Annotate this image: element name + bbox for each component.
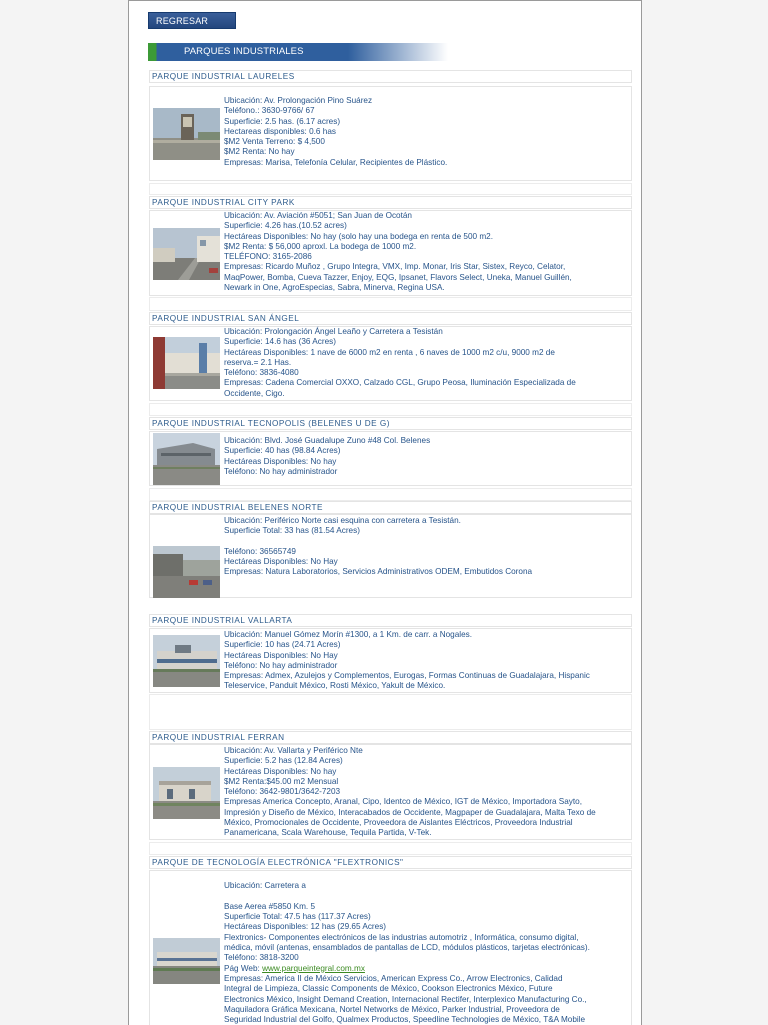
detail-line: Hectáreas Disponibles: 1 nave de 6000 m2 en renta , 6 naves de 1000 m2 c/u, 9000 m2 de [224,347,555,357]
detail-line: Ubicación: Av. Aviación #5051; San Juan de Ocotán [224,211,412,220]
park-photo [153,337,220,389]
detail-line: Newark in One, AgroEspecias, Sabra, Minerva, Regina USA. [224,283,445,293]
detail-line: Empresas: Marisa, Telefonía Celular, Recipientes de Plástico. [224,157,448,167]
detail-line: Electronics México, Insight Demand Creation, Internacional Rectifer, Interplexico Manufacturing Co., [224,994,587,1004]
detail-line: Teléfono: No hay administrador [224,660,338,670]
park-details [224,516,629,578]
park-footer [149,183,632,195]
detail-line: Ubicación: Periférico Norte casi esquina con carretera a Tesistán. [224,516,461,525]
detail-line: Superficie Total: 47.5 has (117.37 Acres) [224,912,371,922]
detail-line: MaqPower, Bomba, Cueva Tazzer, Enjoy, EQG, Ipsanet, Flavors Select, Uneka, Manuel Guillén, [224,272,572,282]
park-photo [153,108,220,160]
detail-line: Teléfono: 3836-4080 [224,368,299,378]
detail-line: Superficie: 10 has (24.71 Acres) [224,640,341,650]
detail-line: Ubicación: Blvd. José Guadalupe Zuno #48 Col. Belenes [224,436,431,445]
park-photo [153,546,220,598]
park-details [224,211,629,293]
detail-line: médica, móvil (antenas, ensamblados de pantallas de LCD, módulos plásticos, tarjetas electrónicas). [224,943,590,953]
detail-line: Ubicación: Carretera a [224,881,306,891]
park-body [149,628,632,693]
park-title: PARQUE INDUSTRIAL SAN ÁNGEL [149,312,632,325]
detail-line: $M2 Renta: No hay [224,147,295,157]
park-body [149,210,632,296]
park-title: PARQUE INDUSTRIAL TECNOPOLIS (BELENES U DE G) [149,417,632,430]
park-photo [153,433,220,485]
detail-line: Superficie Total: 33 has (81.54 Acres) [224,526,360,536]
detail-line: Seguridad Industrial del Golfo, Qualmex Productos, Speedline Technologies de México, T&A Mobile [224,1015,586,1025]
park-body [149,744,632,840]
park-details [224,630,629,692]
detail-line: Superficie: 4.26 has.(10.52 acres) [224,221,347,231]
detail-line: Base Aerea #5850 Km. 5 [224,901,316,911]
detail-line: Empresas: Natura Laboratorios, Servicios Administrativos ODEM, Embutidos Corona [224,567,533,577]
detail-line: $M2 Venta Terreno: $ 4,500 [224,137,325,147]
park-footer [149,403,632,416]
page-container [128,0,642,1025]
web-line [224,964,629,974]
section-header-bar [148,43,448,61]
detail-line: Maquiladora Gráfica Mexicana, Nortel Networks de México, Parker Industrial, Proveedora de [224,1004,560,1014]
detail-line: Occidente, Cigo. [224,388,285,398]
detail-line: Hectáreas Disponibles: No Hay [224,650,338,660]
detail-line: Flextronics- Componentes electrónicos de las industrias automotriz , Informática, consumo digital, [224,932,579,942]
detail-line: Panamericana, Scala Warehouse, Tequila Partida, V-Tek. [224,828,432,838]
park-photo [153,767,220,819]
website-link[interactable]: www.parqueintegral.com.mx [262,963,365,973]
back-button[interactable]: REGRESAR [148,12,236,29]
detail-line-blank [224,892,629,902]
park-photo [153,228,220,280]
park-body [149,870,632,1025]
park-details [224,871,629,1025]
park-title: PARQUE INDUSTRIAL BELENES NORTE [149,501,632,514]
detail-line: Empresas: Cadena Comercial OXXO, Calzado CGL, Grupo Peosa, Iluminación Especializada de [224,378,576,388]
detail-line: Superficie: 5.2 has (12.84 Acres) [224,756,343,766]
detail-line: Hectáreas Disponibles: No hay [224,766,337,776]
park-body [149,326,632,401]
detail-line: Teléfono: 3818-3200 [224,953,299,963]
detail-line: reserva.= 2.1 Has. [224,357,292,367]
detail-line: TELÉFONO: 3165-2086 [224,252,312,262]
detail-line: Ubicación: Manuel Gómez Morín #1300, a 1 Km. de carr. a Nogales. [224,630,473,639]
detail-line: Teléfono.: 3630-9766/ 67 [224,106,315,116]
park-body [149,86,632,181]
detail-line: Teleservice, Panduit México, Rosti México, Yakult de México. [224,681,446,691]
detail-line: Teléfono: 36565749 [224,546,296,556]
park-details [224,327,629,399]
detail-line: Teléfono: No hay administrador [224,466,338,476]
park-title: PARQUE INDUSTRIAL FERRAN [149,731,632,744]
section-title: PARQUES INDUSTRIALES [184,46,304,57]
park-body [149,514,632,598]
detail-line: Hectáreas Disponibles: No Hay [224,557,338,567]
detail-line: Superficie: 14.6 has (36 Acres) [224,337,336,347]
detail-line: Hectáreas Disponibles: No hay [224,456,337,466]
detail-line: Integral de Limpieza, Classic Components de México, Cookson Electronics México, Future [224,984,553,994]
park-footer [149,694,632,730]
park-photo [153,938,220,984]
detail-line-blank [224,871,629,881]
detail-line: Teléfono: 3642-9801/3642-7203 [224,787,341,797]
detail-line: Superficie: 40 has (98.84 Acres) [224,446,341,456]
park-body [149,431,632,486]
detail-line: Hectareas disponibles: 0.6 has [224,126,336,136]
detail-line: Empresas: Ricardo Muñoz , Grupo Integra, VMX, Imp. Monar, Iris Star, Sistex, Reyco, Celator, [224,262,566,272]
park-footer [149,488,632,501]
park-title: PARQUE INDUSTRIAL LAURELES [149,70,632,83]
park-photo [153,635,220,687]
detail-line: $M2 Renta: $ 56,000 aproxl. La bodega de 1000 m2. [224,241,417,251]
detail-line: $M2 Renta:$45.00 m2 Mensual [224,776,339,786]
detail-line: Hectáreas Disponibles: 12 has (29.65 Acres) [224,922,387,932]
detail-line: México, Promocionales de Occidente, Proveedora de Aislantes Eléctricos, Proveedora Industrial [224,818,573,828]
park-details [224,436,629,477]
park-title: PARQUE DE TECNOLOGÍA ELECTRÓNICA "FLEXTRONICS" [149,856,632,869]
detail-line-blank [224,537,629,547]
detail-line: Superficie: 2.5 has. (6.17 acres) [224,116,341,126]
park-details [224,96,629,168]
park-title: PARQUE INDUSTRIAL VALLARTA [149,614,632,627]
park-details [224,746,629,839]
web-label: Pág Web: [224,963,263,973]
detail-line: Ubicación: Av. Prolongación Pino Suárez [224,96,373,105]
detail-line: Empresas: Admex, Azulejos y Complementos, Eurogas, Formas Continuas de Guadalajara, Hispanic [224,671,590,681]
detail-line: Ubicación: Av. Vallarta y Periférico Nte [224,746,363,755]
detail-line: Impresión y Diseño de México, Interacabados de Occidente, Magpaper de Guadalajara, Malta Texo de [224,807,596,817]
detail-line: Empresas: America II de México Servicios, American Express Co., Arrow Electronics, Calidad [224,973,563,983]
detail-line: Ubicación: Prolongación Ángel Leaño y Carretera a Tesistán [224,327,443,336]
park-footer [149,842,632,855]
park-title: PARQUE INDUSTRIAL CITY PARK [149,196,632,209]
detail-line: Empresas America Concepto, Aranal, Cipo, Identco de México, IGT de México, Importadora Sayto, [224,797,582,807]
detail-line: Hectáreas Disponibles: No hay (solo hay una bodega en renta de 500 m2. [224,231,493,241]
park-footer [149,297,632,311]
